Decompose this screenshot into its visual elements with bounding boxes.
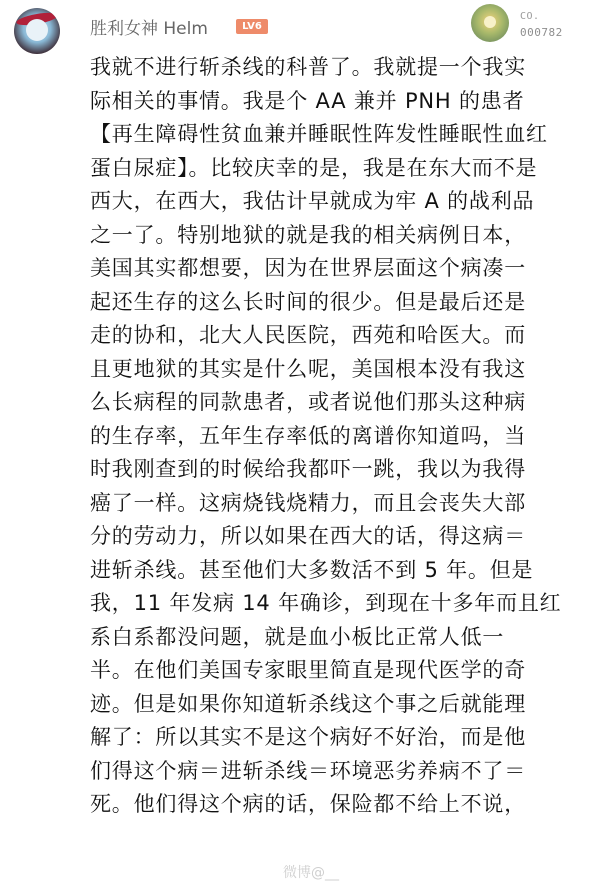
post-text-line: 蛋白尿症】。比较庆幸的是，我是在东大而不是 xyxy=(90,155,538,180)
post-text-line: 际相关的事情。我是个 AA 兼并 PNH 的患者 xyxy=(90,88,525,113)
post-body xyxy=(90,51,584,822)
fan-card-number xyxy=(520,9,590,41)
level-badge: LV6 xyxy=(236,19,268,34)
post-text-line: 我，11 年发病 14 年确诊，到现在十多年而且红 xyxy=(90,591,562,615)
post-text-line: 【再生障碍性贫血兼并睡眠性阵发性睡眠性血红 xyxy=(90,122,548,146)
post-text-line: 癌了一样。这病烧钱烧精力，而且会丧失大部 xyxy=(90,490,526,515)
username[interactable]: 胜利女神 Helm xyxy=(90,19,208,39)
post-text-line: 系白系都没问题，就是血小板比正常人低一 xyxy=(90,624,505,649)
fan-card-label: CO. xyxy=(520,11,540,22)
post-text-line: 解了：所以其实不是这个病好不好治，而是他 xyxy=(90,725,526,749)
post-text-line: 我就不进行斩杀线的科普了。我就提一个我实 xyxy=(90,55,526,79)
post-text-line: 半。在他们美国专家眼里简直是现代医学的奇 xyxy=(90,658,526,682)
fan-card-icon-highlight xyxy=(484,16,496,28)
post-text-line: 么长病程的同款患者，或者说他们那头这种病 xyxy=(90,390,526,414)
user-avatar[interactable] xyxy=(14,8,60,54)
post-text-line: 分的劳动力，所以如果在西大的话，得这病＝ xyxy=(90,524,526,548)
post-text-line: 们得这个病＝进斩杀线＝环境恶劣养病不了＝ xyxy=(90,758,526,783)
post-text-line: 起还生存的这么长时间的很少。但是最后还是 xyxy=(90,289,526,314)
post-text-line: 死。他们得这个病的话，保险都不给上不说， xyxy=(90,792,526,816)
post-text-line: 且更地狱的其实是什么呢，美国根本没有我这 xyxy=(90,356,526,381)
post-text-line: 进斩杀线。甚至他们大多数活不到 5 年。但是 xyxy=(90,557,534,582)
post-text-line: 西大，在西大，我估计早就成为牢 A 的战利品 xyxy=(90,189,535,213)
fan-card-icon[interactable] xyxy=(471,4,509,42)
avatar-face xyxy=(26,19,48,41)
fan-card-value: 000782 xyxy=(520,26,563,39)
post-text-line: 的生存率，五年生存率低的离谱你知道吗，当 xyxy=(90,423,526,448)
watermark: 微博@__ xyxy=(283,865,339,881)
post-text-line: 走的协和，北大人民医院，西苑和哈医大。而 xyxy=(90,323,526,347)
post-text-line: 时我刚查到的时候给我都吓一跳，我以为我得 xyxy=(90,457,526,481)
post-text-line: 美国其实都想要，因为在世界层面这个病凑一 xyxy=(90,256,526,280)
post-text-line: 之一了。特别地狱的就是我的相关病例日本， xyxy=(90,222,526,247)
post-text-line: 迹。但是如果你知道斩杀线这个事之后就能理 xyxy=(90,691,526,716)
